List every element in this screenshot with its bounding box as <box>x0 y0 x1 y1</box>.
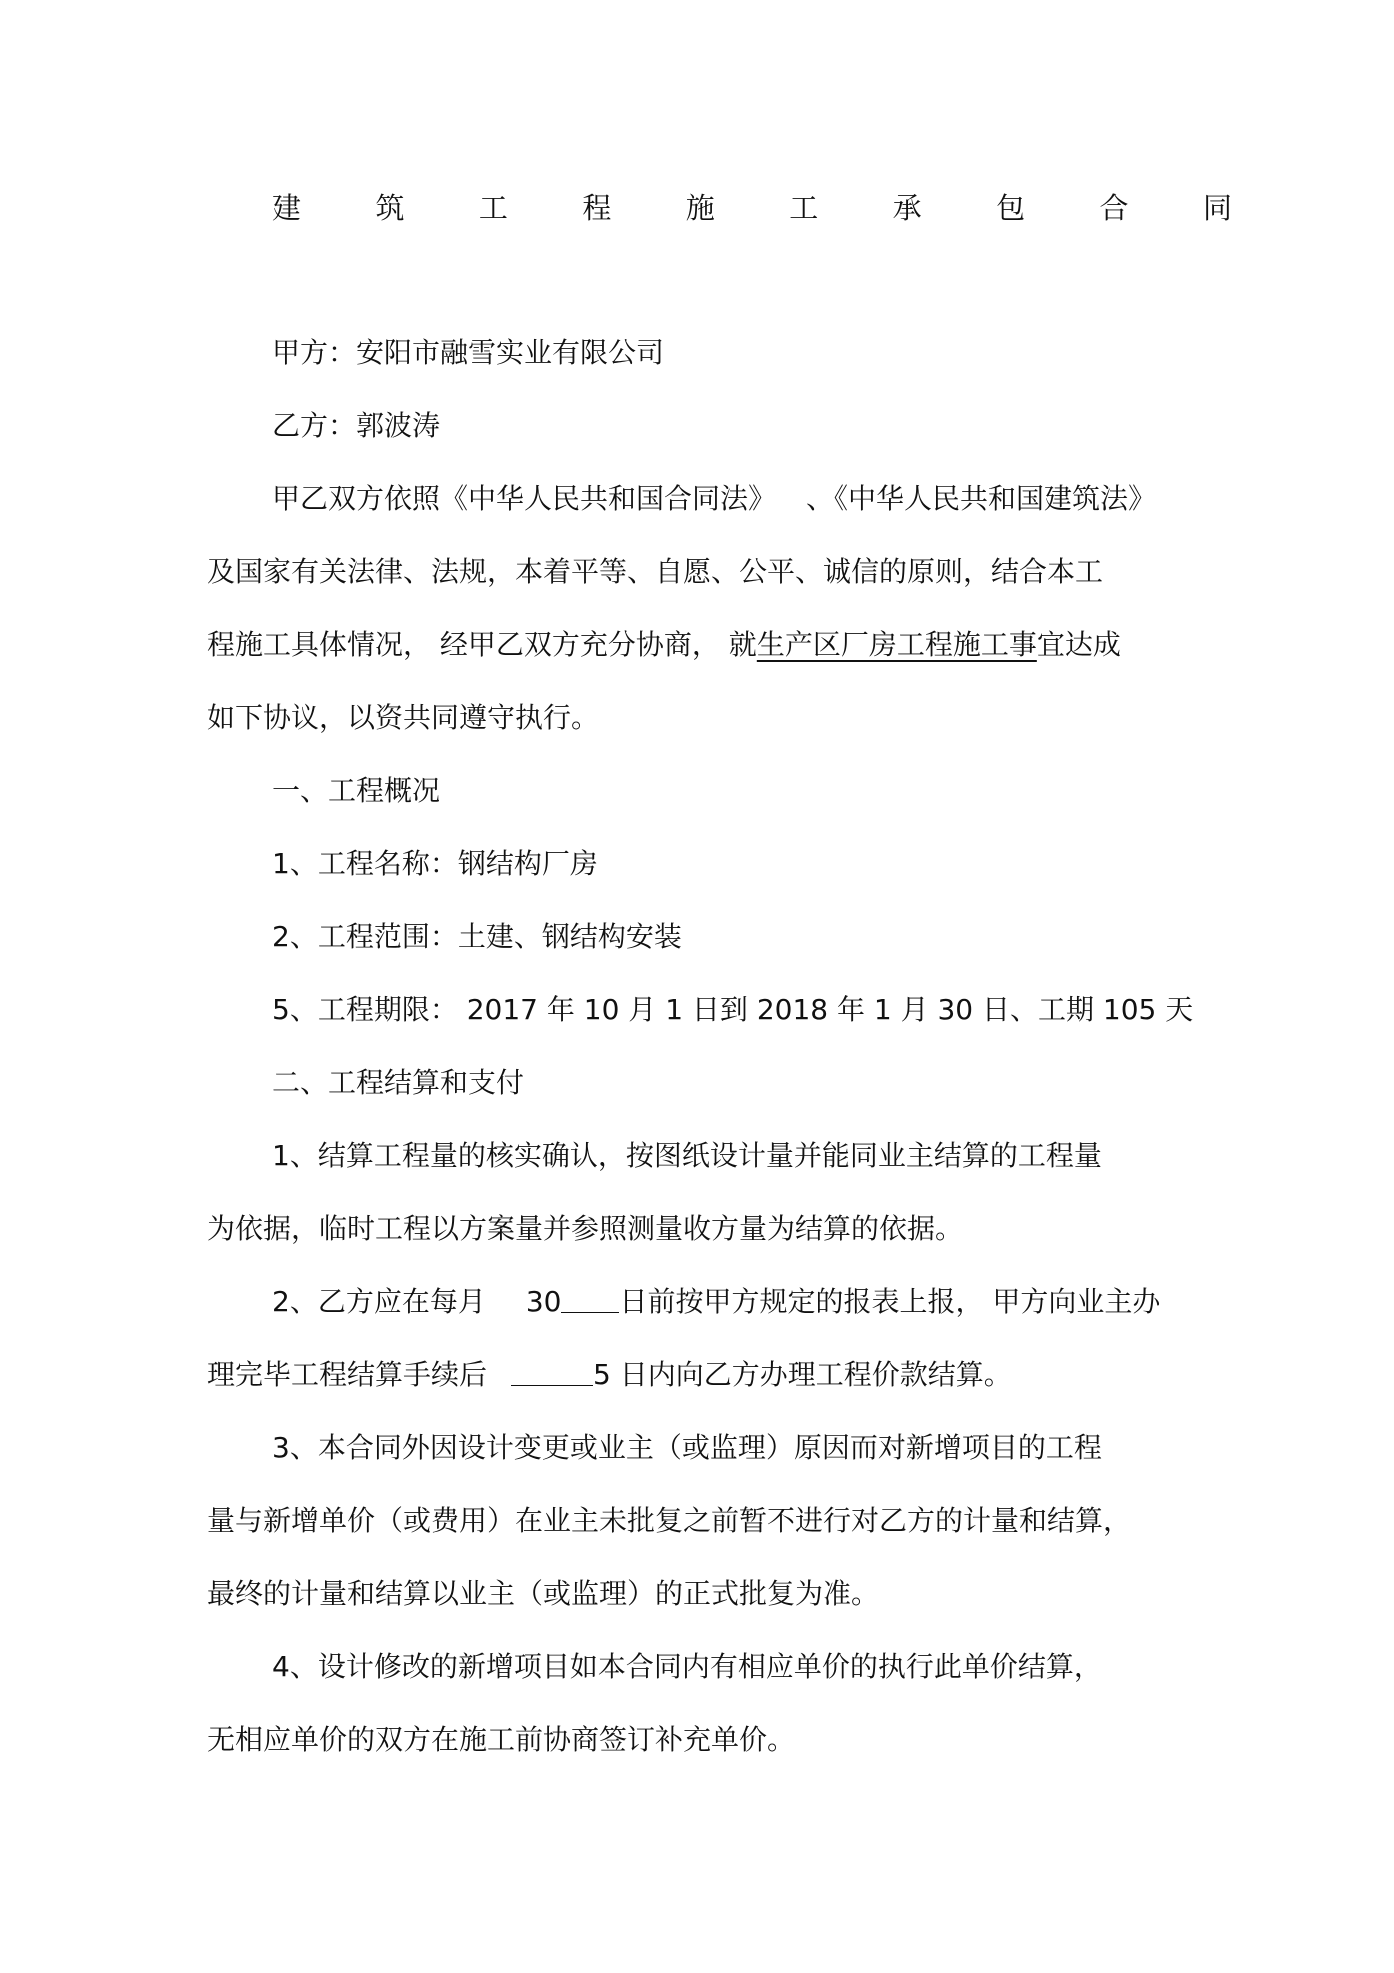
intro-line-1a: 甲乙双方依照《中华人民共和国合同法》 <box>272 482 777 515</box>
blank-line <box>561 1282 619 1313</box>
intro-line-4: 如下协议，以资共同遵守执行。 <box>207 701 600 734</box>
intro-line-1b: 、《中华人民共和国建筑法》 <box>806 482 1157 515</box>
intro-line-3a: 程施工具体情况， 经甲乙双方充分协商， 就 <box>207 628 757 661</box>
clause-2-line-2b: 5 日内向乙方办理工程价款结算。 <box>593 1358 1012 1391</box>
item-project-period: 5、工程期限： 2017 年 10 月 1 日到 2018 年 1 月 30 日、工期 105 天 <box>272 993 1194 1026</box>
title-char: 程 <box>582 191 612 225</box>
clause-2-line-1 <box>272 1282 1160 1322</box>
clause-4-line-1: 4、设计修改的新增项目如本合同内有相应单价的执行此单价结算， <box>272 1650 1102 1683</box>
clause-2-line-1a: 2、乙方应在每月 <box>272 1285 486 1318</box>
party-a: 甲方：安阳市融雪实业有限公司 <box>272 336 665 369</box>
clause-1-line-1: 1、结算工程量的核实确认，按图纸设计量并能同业主结算的工程量 <box>272 1139 1102 1172</box>
section-2-heading: 二、工程结算和支付 <box>272 1066 525 1099</box>
intro-line-3b: 宜达成 <box>1036 628 1121 661</box>
title-char: 同 <box>1202 191 1232 225</box>
title-char: 工 <box>789 191 819 225</box>
title-char: 工 <box>478 191 508 225</box>
title-char: 建 <box>272 191 302 225</box>
intro-line-3 <box>207 625 1121 665</box>
party-b: 乙方：郭波涛 <box>272 409 441 442</box>
clause-4-line-2: 无相应单价的双方在施工前协商签订补充单价。 <box>207 1723 796 1756</box>
clause-1-line-2: 为依据，临时工程以方案量并参照测量收方量为结算的依据。 <box>207 1212 964 1245</box>
intro-line-1 <box>272 479 1156 519</box>
blank-line <box>511 1355 593 1386</box>
intro-line-2: 及国家有关法律、法规，本着平等、自愿、公平、诚信的原则，结合本工 <box>207 555 1104 588</box>
title-char: 包 <box>996 191 1026 225</box>
clause-2-line-2a: 理完毕工程结算手续后 <box>207 1358 488 1391</box>
clause-3-line-1: 3、本合同外因设计变更或业主（或监理）原因而对新增项目的工程 <box>272 1431 1102 1464</box>
clause-3-line-3: 最终的计量和结算以业主（或监理）的正式批复为准。 <box>207 1577 880 1610</box>
section-1-heading: 一、工程概况 <box>272 774 441 807</box>
clause-2-line-2 <box>207 1355 1012 1395</box>
item-project-scope: 2、工程范围：土建、钢结构安装 <box>272 920 682 953</box>
report-day: 30 <box>525 1285 562 1318</box>
title-char: 筑 <box>375 191 405 225</box>
title-char: 施 <box>685 191 715 225</box>
contract-title <box>272 186 1232 227</box>
title-char: 合 <box>1099 191 1129 225</box>
project-name-underlined: 生产区厂房工程施工事 <box>756 628 1037 661</box>
item-project-name: 1、工程名称：钢结构厂房 <box>272 847 598 880</box>
clause-3-line-2: 量与新增单价（或费用）在业主未批复之前暂不进行对乙方的计量和结算， <box>207 1504 1132 1537</box>
title-char: 承 <box>892 191 922 225</box>
clause-2-line-1b: 日前按甲方规定的报表上报， 甲方向业主办 <box>619 1285 1161 1318</box>
